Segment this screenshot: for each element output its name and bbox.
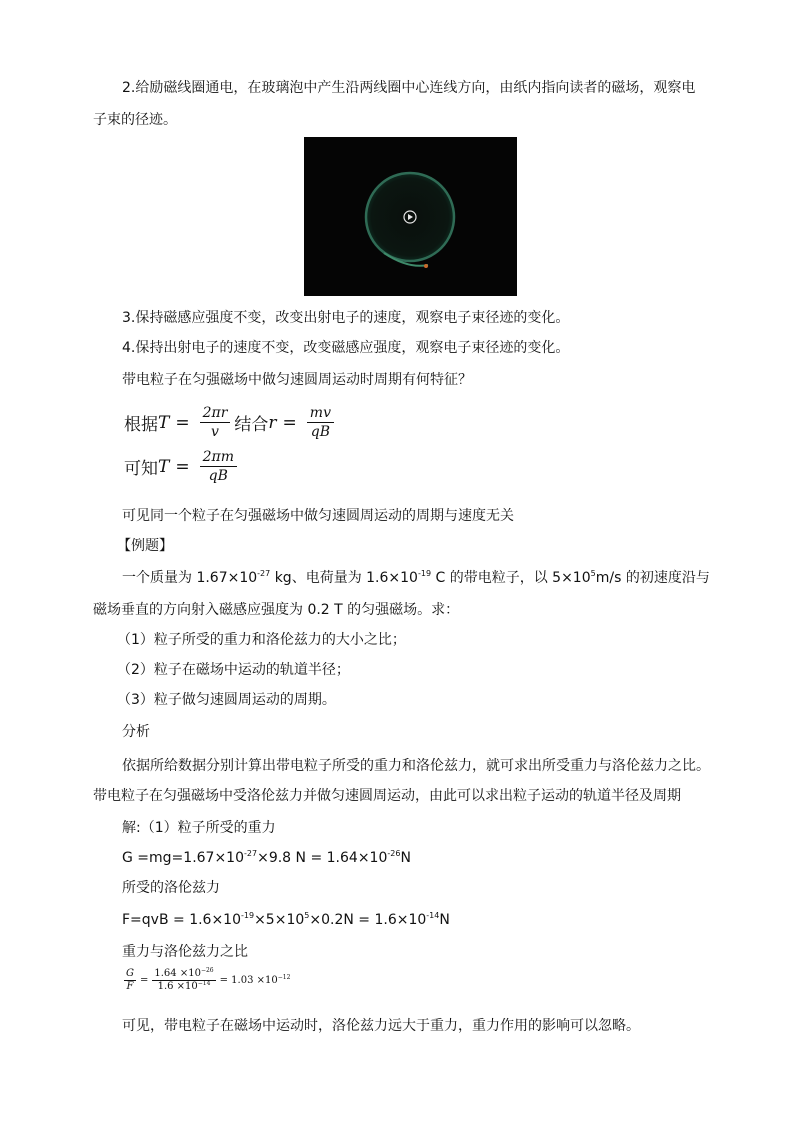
ratio-formula: $\frac{G}{F}$ = $\frac{1.64 \times 10^{-26}}{1.6 \times 10^{-14}}$ = $1.03 \times 10^{-12}$	[126, 967, 291, 992]
formula1-den1: v	[211, 424, 219, 440]
lorentz-equation: $F=qvB = 1.6\times 10^{-19}\times 5\times 10^5\times 0.2N = 1.6\times 10^{-14}N$	[122, 911, 450, 928]
step4: 4.保持出射电子的速度不变，改变磁感应强度，观察电子束径迹的变化。	[122, 340, 570, 356]
analysis-heading: 分析	[122, 724, 150, 740]
glass-bulb-ring	[366, 173, 454, 261]
formula2-prefix: 可知	[124, 459, 158, 479]
ratio-left-fraction: $\frac{G}{F}$	[126, 968, 134, 992]
formula2-fraction	[200, 448, 237, 485]
question: 带电粒子在匀强磁场中做匀速圆周运动时周期有何特征？	[122, 372, 472, 388]
formula1-fraction-2	[307, 404, 334, 441]
formula1-r: r	[268, 412, 277, 433]
formula1-T: T	[158, 412, 170, 433]
period-formula-1	[124, 404, 338, 441]
formula1-prefix: 根据	[124, 415, 158, 435]
formula1-eq2: =	[282, 412, 297, 433]
electron-beam-image	[304, 137, 517, 296]
step2-line2: 子束的径迹。	[93, 112, 177, 128]
example-line1: 一个质量为 $1.67\times 10^{-27}$ kg、电荷量为 $1.6\times 10^{-19}$ C 的带电粒子，以 $5\times 10^5m/s$ 的初速度沿与	[122, 569, 710, 586]
period-formula-2	[124, 448, 241, 485]
formula1-num1: 2πr	[200, 404, 231, 423]
ratio-heading: 重力与洛伦兹力之比	[122, 944, 248, 960]
formula1-eq: =	[175, 412, 190, 433]
formula2-eq: =	[175, 456, 190, 477]
analysis-line1: 依据所给数据分别计算出带电粒子所受的重力和洛伦兹力，就可求出所受重力与洛伦兹力之比。	[122, 758, 710, 774]
example-heading: 【例题】	[117, 538, 173, 554]
analysis-line2: 带电粒子在匀强磁场中受洛伦兹力并做匀速圆周运动，由此可以求出粒子运动的轨道半径及周期	[93, 788, 681, 804]
solution-heading: 解:（1）粒子所受的重力	[122, 820, 276, 836]
lorentz-heading: 所受的洛伦兹力	[122, 880, 220, 896]
electron-gun-glow	[424, 264, 428, 268]
formula2-num: 2πm	[200, 448, 237, 467]
formula1-num2: mv	[307, 404, 334, 423]
formula1-fraction-1	[200, 404, 231, 441]
step2-line1: 2.给励磁线圈通电，在玻璃泡中产生沿两线圈中心连线方向，由纸内指向读者的磁场，观察电	[122, 80, 696, 96]
gravity-equation: $G =mg=1.67\times 10^{-27}\times 9.8$ $N = 1.64\times 10^{-26}N$	[122, 849, 411, 866]
example-line2: 磁场垂直的方向射入磁感应强度为 0.2 T 的匀强磁场。求：	[93, 602, 460, 618]
formula2-T: T	[158, 456, 170, 477]
conclusion: 可见同一个粒子在匀强磁场中做匀速圆周运动的周期与速度无关	[122, 508, 514, 524]
question-1: （1）粒子所受的重力和洛伦兹力的大小之比；	[117, 632, 406, 648]
video-player[interactable]	[304, 137, 517, 296]
formula2-den: qB	[208, 468, 228, 484]
formula1-mid: 结合	[234, 415, 269, 435]
final-conclusion: 可见，带电粒子在磁场中运动时，洛伦兹力远大于重力，重力作用的影响可以忽略。	[122, 1018, 640, 1034]
question-3: （3）粒子做匀速圆周运动的周期。	[117, 692, 336, 708]
ratio-right-fraction: $\frac{1.64 \times 10^{-26}}{1.6 \times 10^{-14}}$	[154, 967, 214, 992]
step3: 3.保持磁感应强度不变，改变出射电子的速度，观察电子束径迹的变化。	[122, 310, 570, 326]
formula1-den2: qB	[310, 424, 331, 440]
question-2: （2）粒子在磁场中运动的轨道半径；	[117, 662, 350, 678]
